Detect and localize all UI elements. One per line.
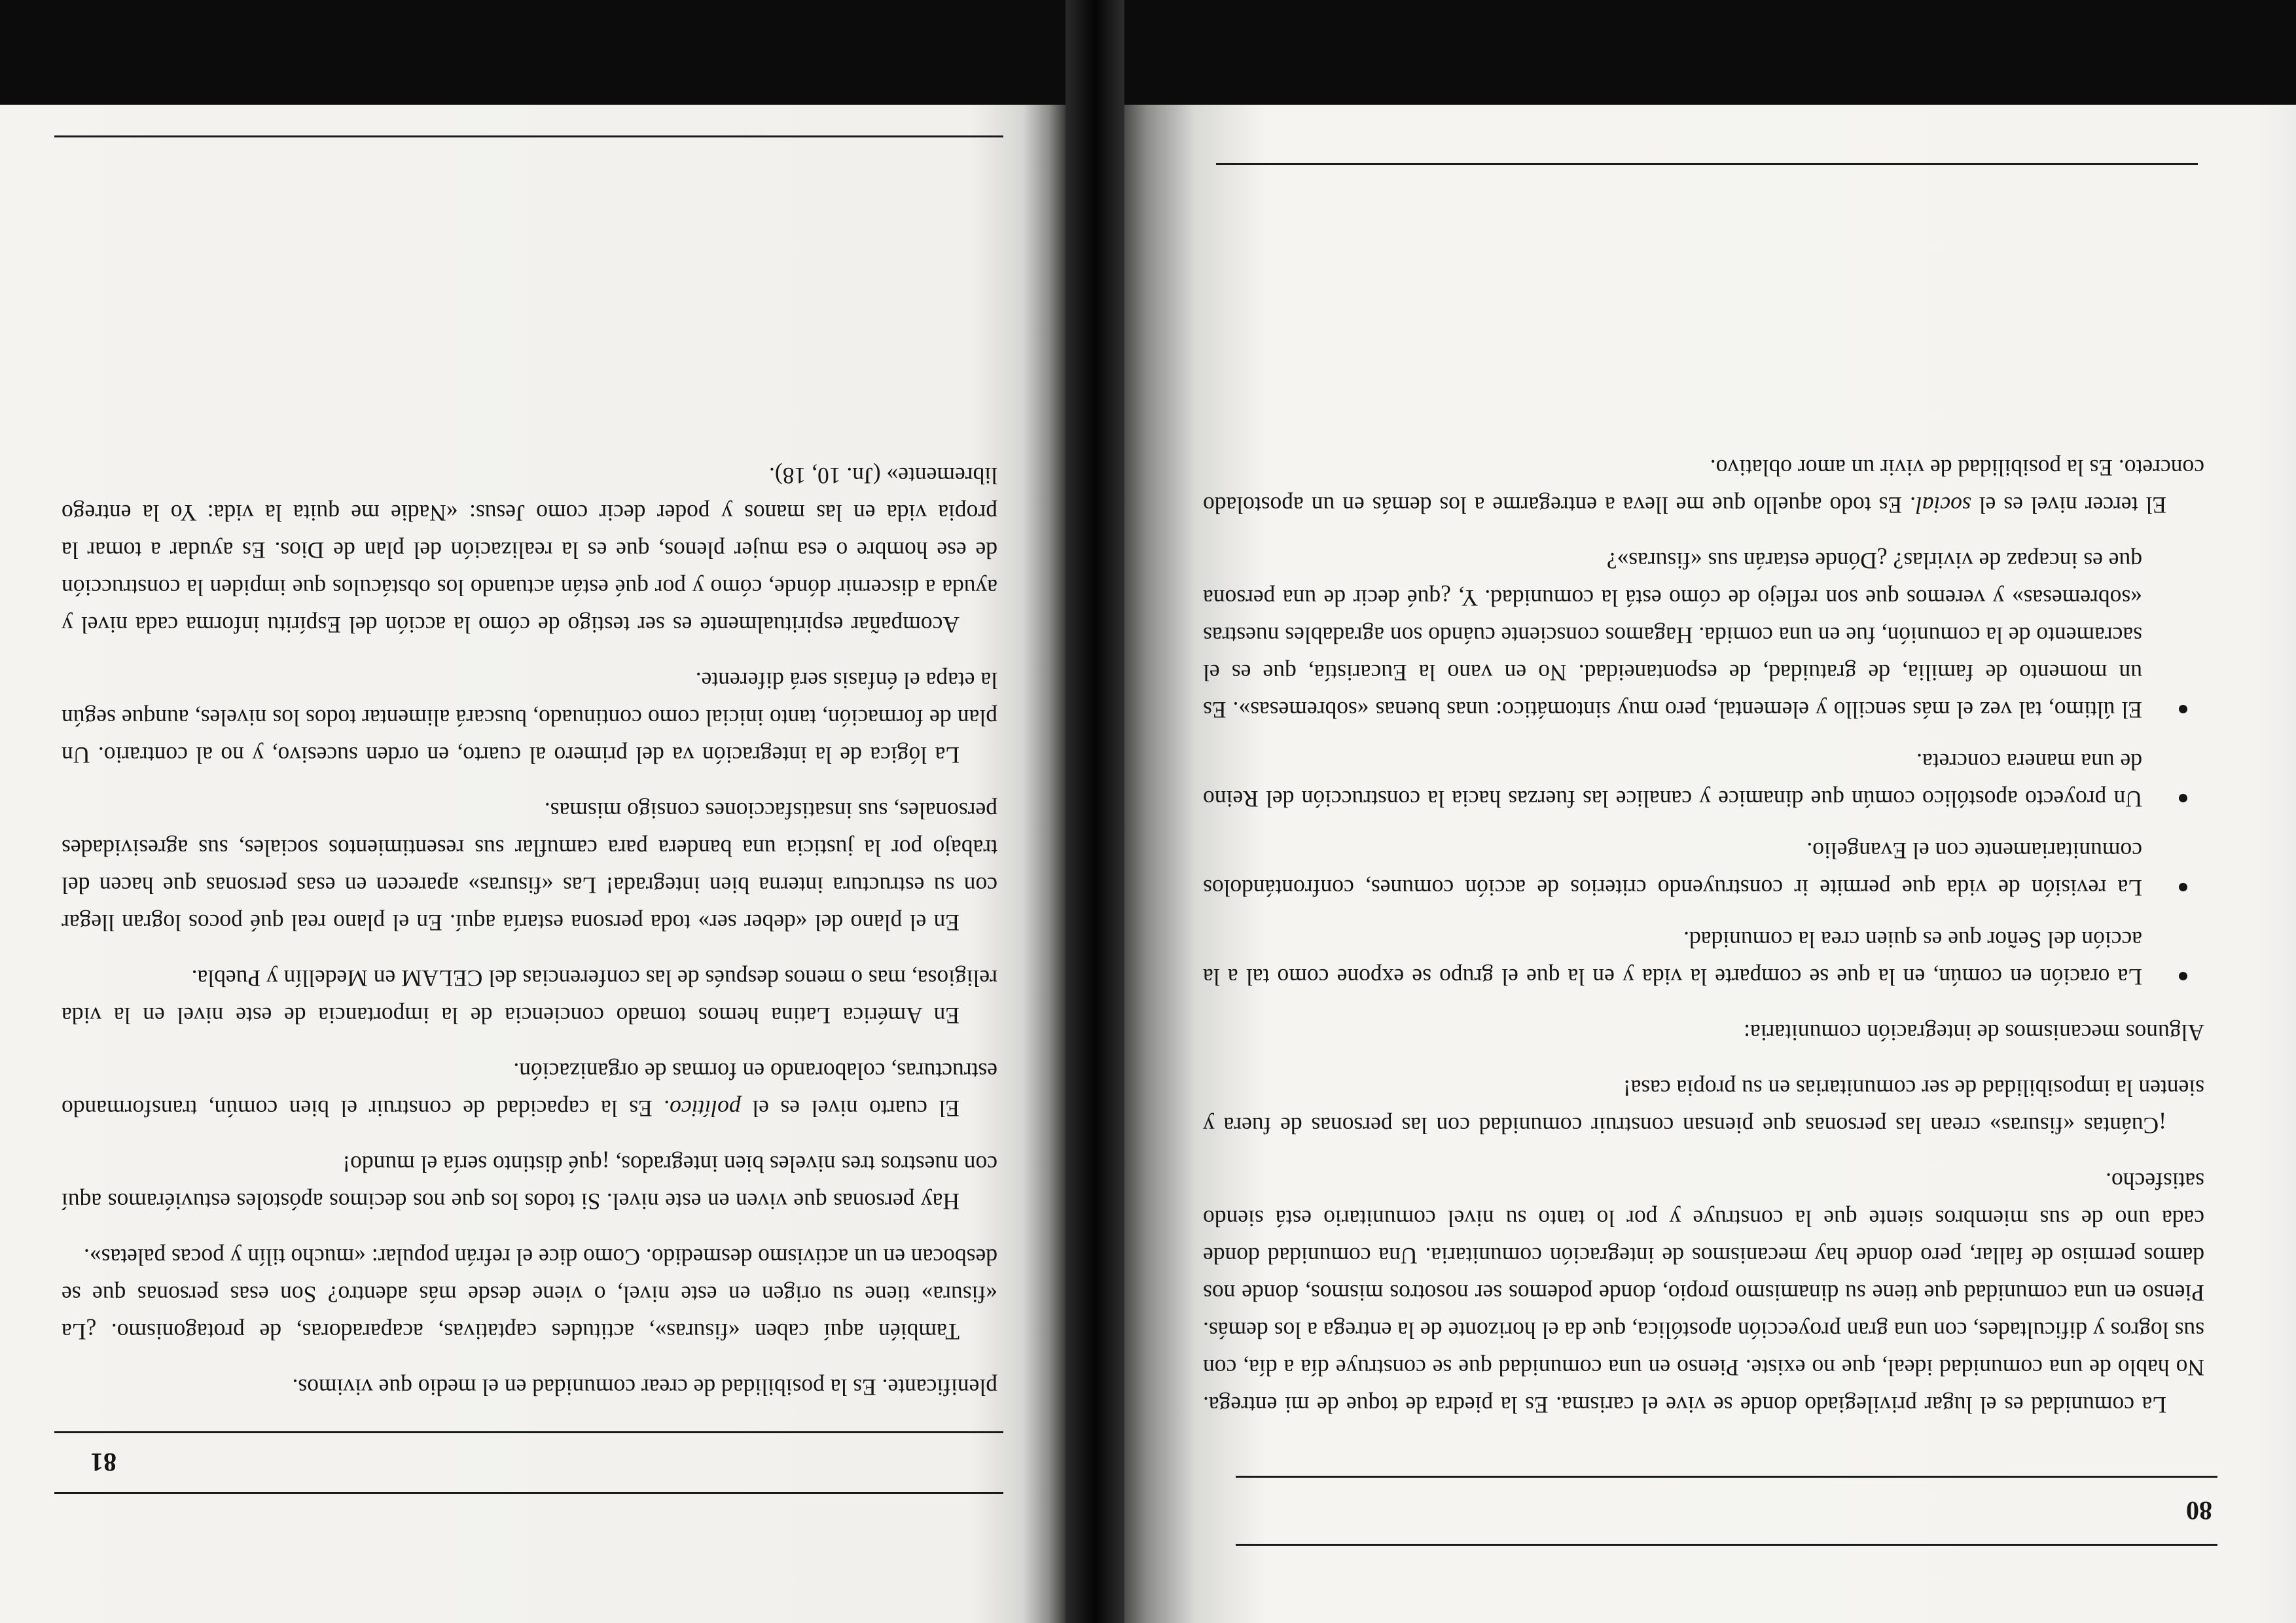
list-item [1203,921,2204,995]
left-page-body [1203,431,2204,1423]
list-item-text: Un proyecto apostólico común que dinamice y canalice las fuerzas hacia la construcción del Reino de una manera concreta. [1203,749,2142,812]
list-item-text: La revisión de vida que permite ir construyendo criterios de acción comunes, confrontándolos comunitariamente con el Evangelio. [1203,838,2142,901]
bullet-icon [2179,705,2187,713]
header-rule-top [54,1492,1003,1494]
bullet-icon [2179,972,2187,980]
page-number-left: 80 [2186,1496,2212,1525]
integration-mechanisms-list [1203,542,2204,995]
header-rule-top [1236,1544,2217,1546]
paragraph: Hay personas que viven en este nivel. Si todos los que nos decimos apóstoles estuviéramos aquí con nuestros tres niveles bien integrados, ¡qué distinto sería el mundo! [62,1151,997,1215]
emphasis: político [670,1096,741,1122]
left-page [1124,105,2296,1623]
paragraph: Algunos mecanismos de integración comunitaria: [1744,1020,2204,1046]
paragraph: En América Latina hemos tomado conciencia de la importancia de este nivel en la vida religiosa, mas o menos después de las conferencias del CELAM en Medellín y Puebla. [62,965,997,1029]
paragraph: También aquí caben «fisuras», actitudes captativas, acaparadoras, de protagonismo. ¿La «fisura» tiene su origen en este nivel, o viene desde más adentro? Son esas personas que se desbocan en un activismo desmedido. Como dice el refrán popular: «mucho tilín y pocas paletas». [62,1244,997,1345]
paragraph: La lógica de la integración va del primero al cuarto, en orden sucesivo, y no al contrario. Un plan de formación, tanto inicial como continuado, buscará alimentar todos los niveles, aunque según la etapa el énfasis será diferente. [62,668,997,768]
paragraph: La comunidad es el lugar privilegiado donde se vive el carisma. Es la piedra de toque de mi entrega. No hablo de una comunidad ideal, que no existe. Pienso en una comunidad que se construye día a día, con sus logros y dificultades, con una gran proyección apostólica, que da el horizonte de la entrega a los demás. Pienso en una comunidad que tiene su dinamismo propio, donde podemos ser nosotros mismos, donde nos damos permiso de fallar, pero donde hay mecanismos de integración comunitaria. Una comunidad donde cada uno de sus miembros siente que la construye y por lo tanto su nivel comunitario está siendo satisfecho. [1203,1168,2204,1418]
list-item [1203,542,2204,728]
bullet-icon [2179,883,2187,891]
paragraph-continuation: plenificante. Es la posibilidad de crear comunidad en el medio que vivimos. [292,1374,997,1400]
footer-rule [1216,163,2198,165]
paragraph: ¡Cuántas «fisuras» crean las personas que piensan construir comunidad con las personas de fuera y sienten la imposibilidad de ser comunitarias en su propia casa! [1203,1075,2204,1139]
list-item [1203,743,2204,817]
header-rule-bottom [1236,1476,2217,1478]
paragraph: En el plano del «deber ser» toda persona estaría aquí. En el plano real qué pocos logran llegar con su estructura interna bien integrada! Las «fisuras» aparecen en esas personas que hacen del trabajo por la justicia una bandera para camuflar sus resentimientos sociales, sus agresividades personales, sus insatisfacciones consigo mismas. [62,798,997,936]
footer-rule [54,135,1003,137]
book-gutter [1066,0,1124,1623]
page-number-right: 81 [90,1448,117,1477]
paragraph-political-level: El cuarto nivel es el político. Es la capacidad de construir el bien común, transformando estructuras, colaborando en formas de organización. [62,1058,997,1122]
list-item-text: El último, tal vez el más sencillo y elemental, pero muy sintomático: unas buenas «sobremesas». Es un momento de familia, de gratuidad, de espontaneidad. No en vano la Eucaristía, que es el sacramento de la comunión, fue en una comida. Hagamos consciente cuándo son agradables nuestras «sobremesas» y veremos que son reflejo de cómo está la comunidad. Y, ¿qué decir de una persona que es incapaz de vivirlas? ¿Dónde estarán sus «fisuras»? [1203,548,2142,723]
paragraph-social-level: El tercer nivel es el social. Es todo aquello que me lleva a entregarme a los demás en un apostolado concreto. Es la posibilidad de vivir un amor oblativo. [1202,455,2204,518]
emphasis: social [1915,492,1971,518]
paragraph: Acompañar espiritualmente es ser testigo de cómo la acción del Espíritu informa cada nivel y ayuda a discernir dónde, cómo y por qué están actuando los obstáculos que impiden la construcción de ese hombre o esa mujer plenos, que es la realización del plan de Dios. Es ayudar a tomar la propia vida en las manos y poder decir como Jesus: «Nadie me quita la vida: Yo la entrego libremente» (Jn. 10, 18). [62,463,997,638]
list-item [1203,832,2204,906]
bullet-icon [2179,794,2187,802]
right-page-body [62,438,997,1406]
header-rule-bottom [54,1431,1003,1433]
list-item-text: La oración en común, en la que se comparte la vida y en la que el grupo se expone como tal a la acción del Señor que es quien crea la comunidad. [1203,927,2142,990]
right-page [0,105,1066,1623]
